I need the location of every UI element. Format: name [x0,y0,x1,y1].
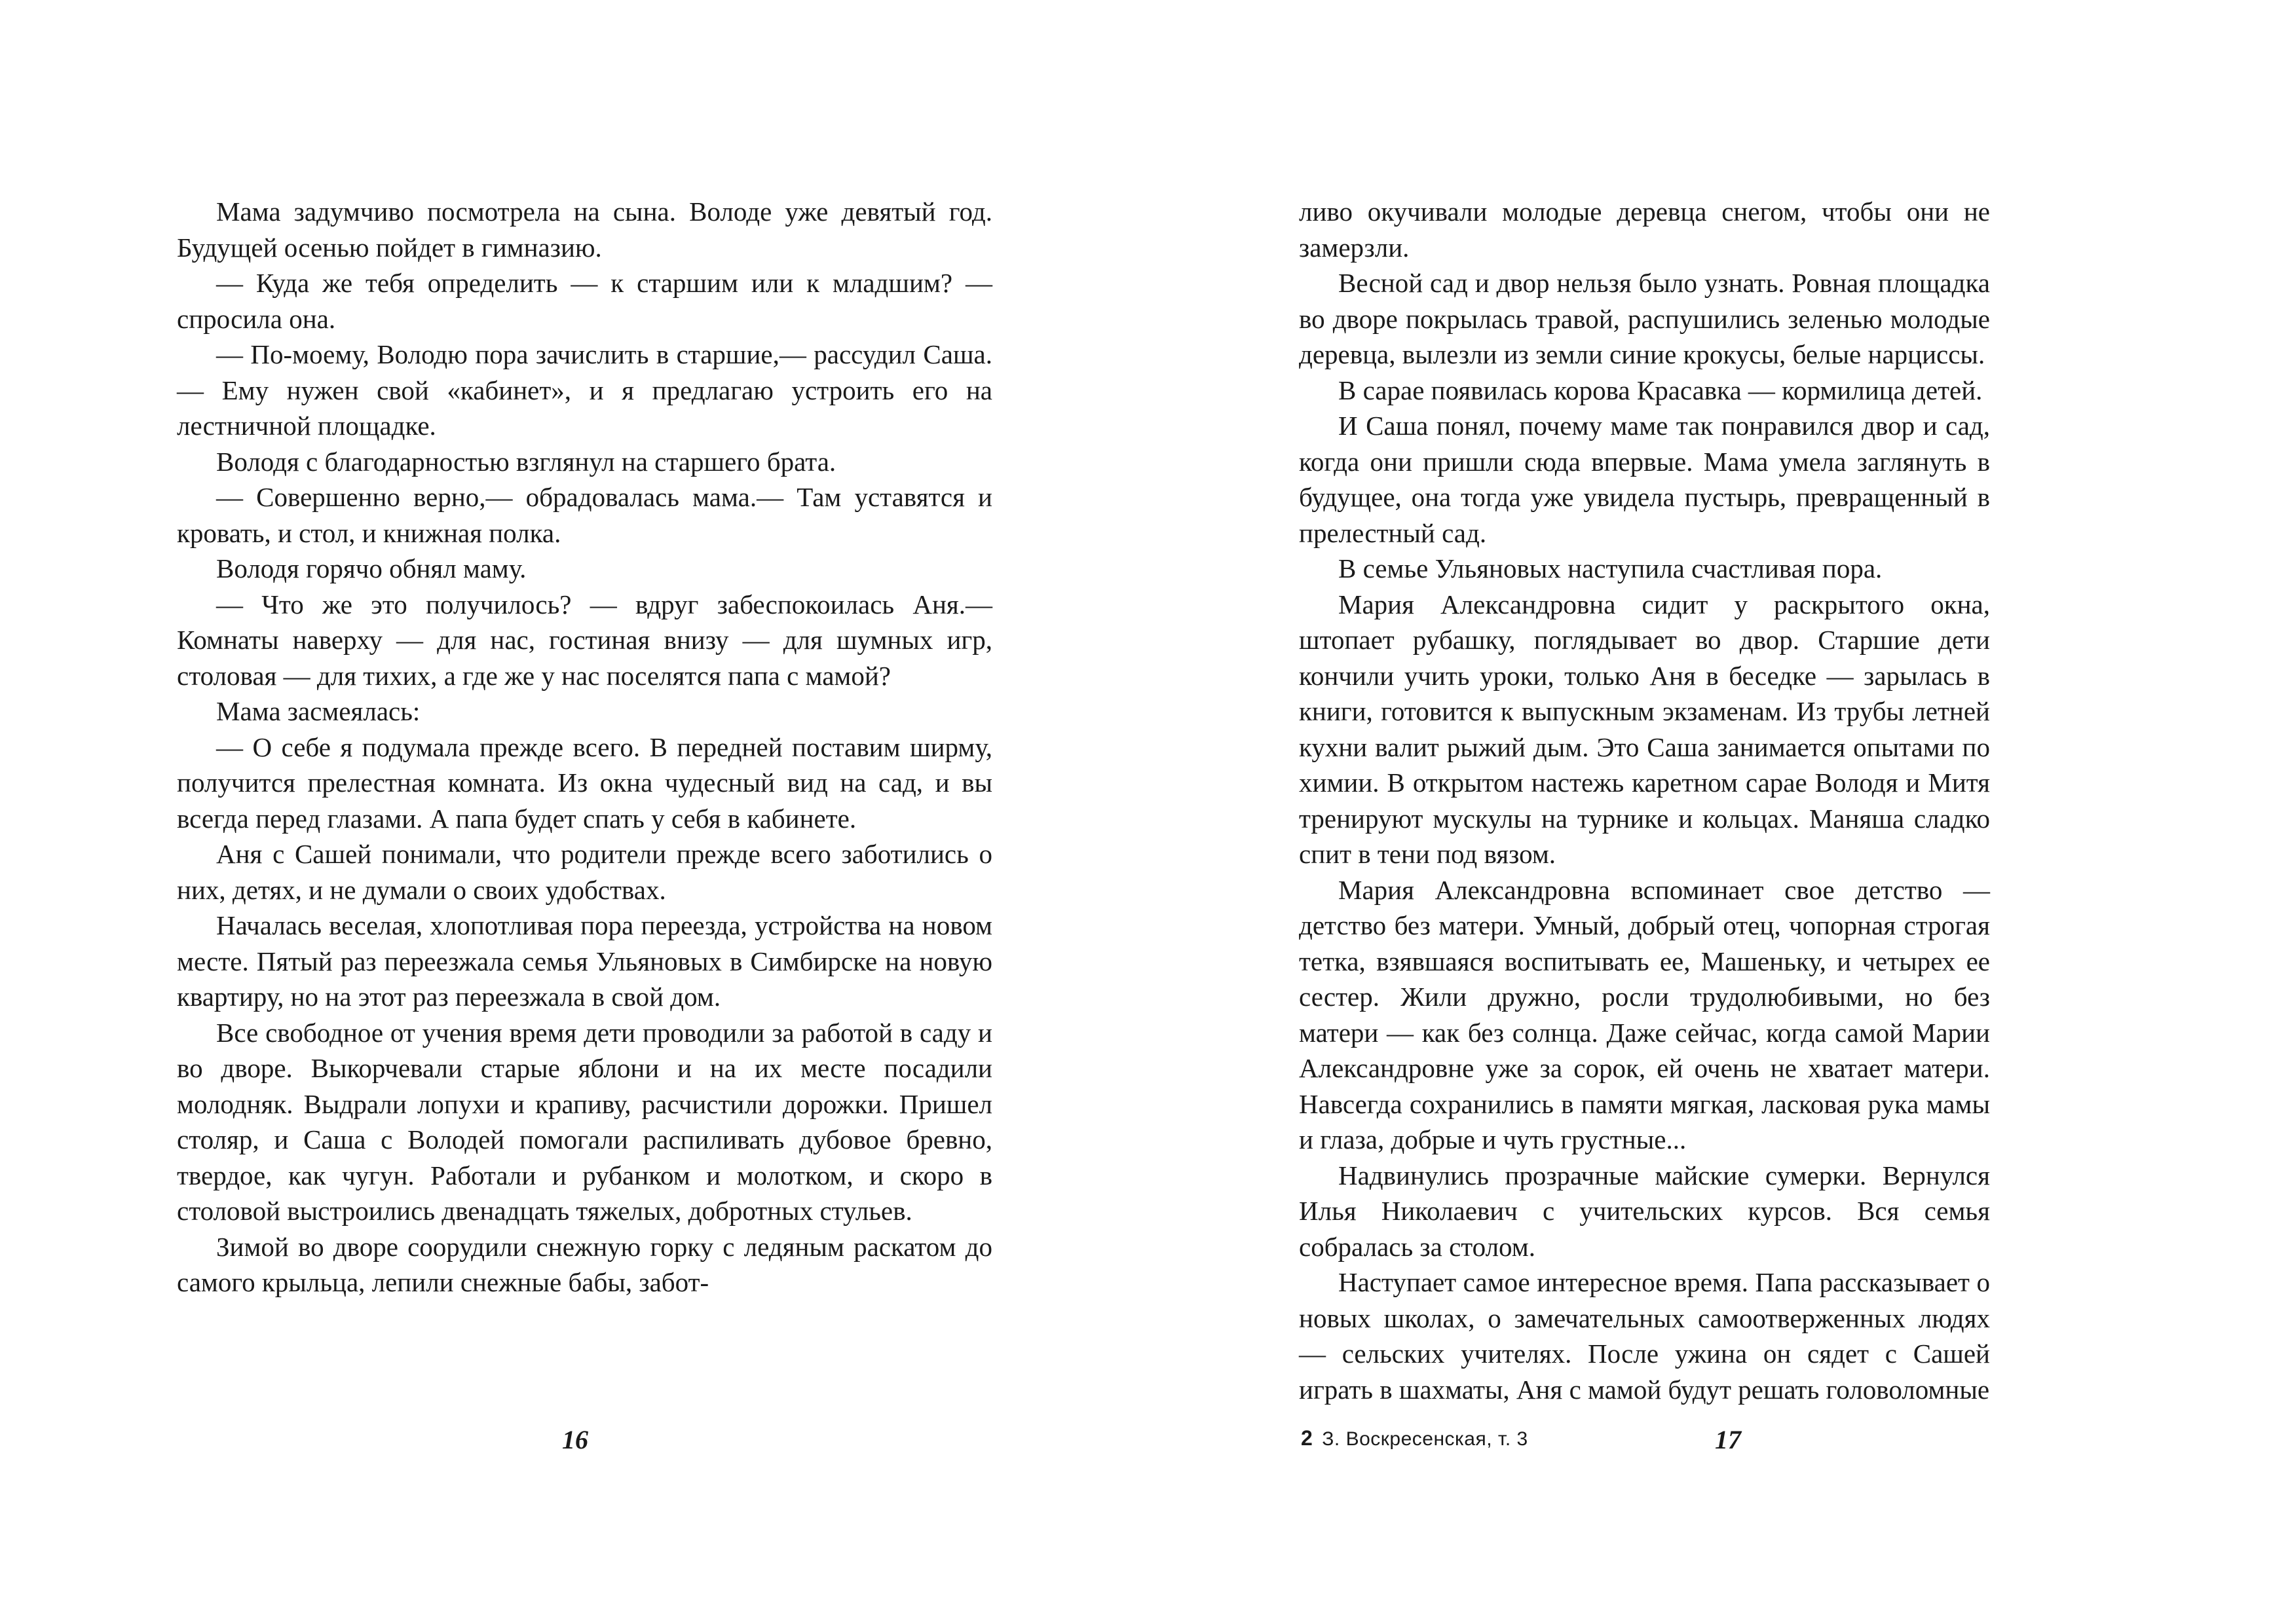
page-number-right: 17 [1715,1425,1741,1454]
paragraph: — О себе я подумала прежде всего. В передней поставим ширму, получится прелестная комната. Из окна чудесный вид на сад, и вы всегда перед глазами. А папа будет спать у себя в кабинете. [177,731,992,834]
paragraph: ливо окучивали молодые деревца снегом, чтобы они не замерзли. [1299,196,1990,263]
paragraph: — Совершенно верно,— обрадовалась мама.— Там уставятся и кровать, и стол, и книжная полка. [177,482,992,548]
paragraph: Зимой во дворе соорудили снежную горку с ледяным раскатом до самого крыльца, лепили снежные бабы, забот- [177,1231,992,1297]
printer-signature [1301,1426,1528,1450]
paragraph: Все свободное от учения время дети проводили за работой в саду и во дворе. Выкорчевали старые яблони и на их месте посадили молодняк. Выдрали лопухи и крапиву, расчистили дорожки. Пришел столяр, и Саша с Володей помогали распиливать дубовое бревно, твердое, как чугун. Работали и рубанком и молотком, и скоро в столовой выстроились двенадцать тяжелых, добротных стульев. [177,1017,992,1226]
signature-number: 2 [1301,1426,1313,1450]
paragraph: Мама засмеялась: [216,696,421,726]
paragraph: В сарае появилась корова Красавка — кормилица детей. [1338,375,1983,405]
signature-text: З. Воскресенская, т. 3 [1322,1428,1528,1450]
paragraph: В семье Ульяновых наступила счастливая пора. [1338,553,1883,583]
left-page-text [177,194,992,1301]
right-page-text [1299,194,1990,1407]
paragraph: Мама задумчиво посмотрела на сына. Володе уже девятый год. Будущей осенью пойдет в гимназию. [177,196,992,263]
paragraph: Володя с благодарностью взглянул на старшего брата. [216,446,836,477]
paragraph: Началась веселая, хлопотливая пора переезда, устройства на новом месте. Пятый раз переезжала семья Ульяновых в Симбирске на новую квартиру, но на этот раз переезжала в свой дом. [177,910,992,1012]
paragraph: — Что же это получилось? — вдруг забеспокоилась Аня.— Комнаты наверху — для нас, гостиная внизу — для шумных игр, столовая — для тихих, а где же у нас поселятся папа с мамой? [177,589,992,691]
paragraph: Мария Александровна сидит у раскрытого окна, штопает рубашку, поглядывает во двор. Старшие дети кончили учить уроки, только Аня в беседке — зарылась в книги, готовится к выпускным экзаменам. Из трубы летней кухни валит рыжий дым. Это Саша занимается опытами по химии. В открытом настежь каретном сарае Володя и Митя тренируют мускулы на турнике и кольцах. Маняша сладко спит в тени под вязом. [1299,589,1990,869]
right-page [1145,0,2290,1624]
paragraph: Надвинулись прозрачные майские сумерки. Вернулся Илья Николаевич с учительских курсов. Вся семья собралась за столом. [1299,1160,1990,1262]
paragraph: Аня с Сашей понимали, что родители прежде всего заботились о них, детях, и не думали о своих удобствах. [177,839,992,905]
paragraph: — По-моему, Володю пора зачислить в старшие,— рассудил Саша.— Ему нужен свой «кабинет», и я предлагаю устроить его на лестничной площадке. [177,339,992,441]
paragraph: Мария Александровна вспоминает свое детство — детство без матери. Умный, добрый отец, чопорная строгая тетка, взявшаяся воспитывать ее, Машеньку, и четырех ее сестер. Жили дружно, росли трудолюбивыми, но без матери — как без солнца. Даже сейчас, когда самой Марии Александровне уже за сорок, ей очень не хватает матери. Навсегда сохранились в памяти мягкая, ласковая рука мамы и глаза, добрые и чуть грустные... [1299,874,1990,1154]
paragraph: Наступает самое интересное время. Папа рассказывает о новых школах, о замечательных самоотверженных людях — сельских учителях. После ужина он сядет с Сашей играть в шахматы, Аня с мамой будут решать головоломные [1299,1267,1990,1405]
page-number-left: 16 [562,1425,588,1454]
paragraph: Володя горячо обнял маму. [216,553,527,583]
paragraph: И Саша понял, почему маме так понравился двор и сад, когда они пришли сюда впервые. Мама умела заглянуть в будущее, она тогда уже увидела пустырь, превращенный в прелестный сад. [1299,411,1990,548]
paragraph: — Куда же тебя определить — к старшим или к младшим? — спросила она. [177,268,992,334]
paragraph: Весной сад и двор нельзя было узнать. Ровная площадка во дворе покрылась травой, распушились зеленью молодые деревца, вылезли из земли синие крокусы, белые нарциссы. [1299,268,1990,369]
